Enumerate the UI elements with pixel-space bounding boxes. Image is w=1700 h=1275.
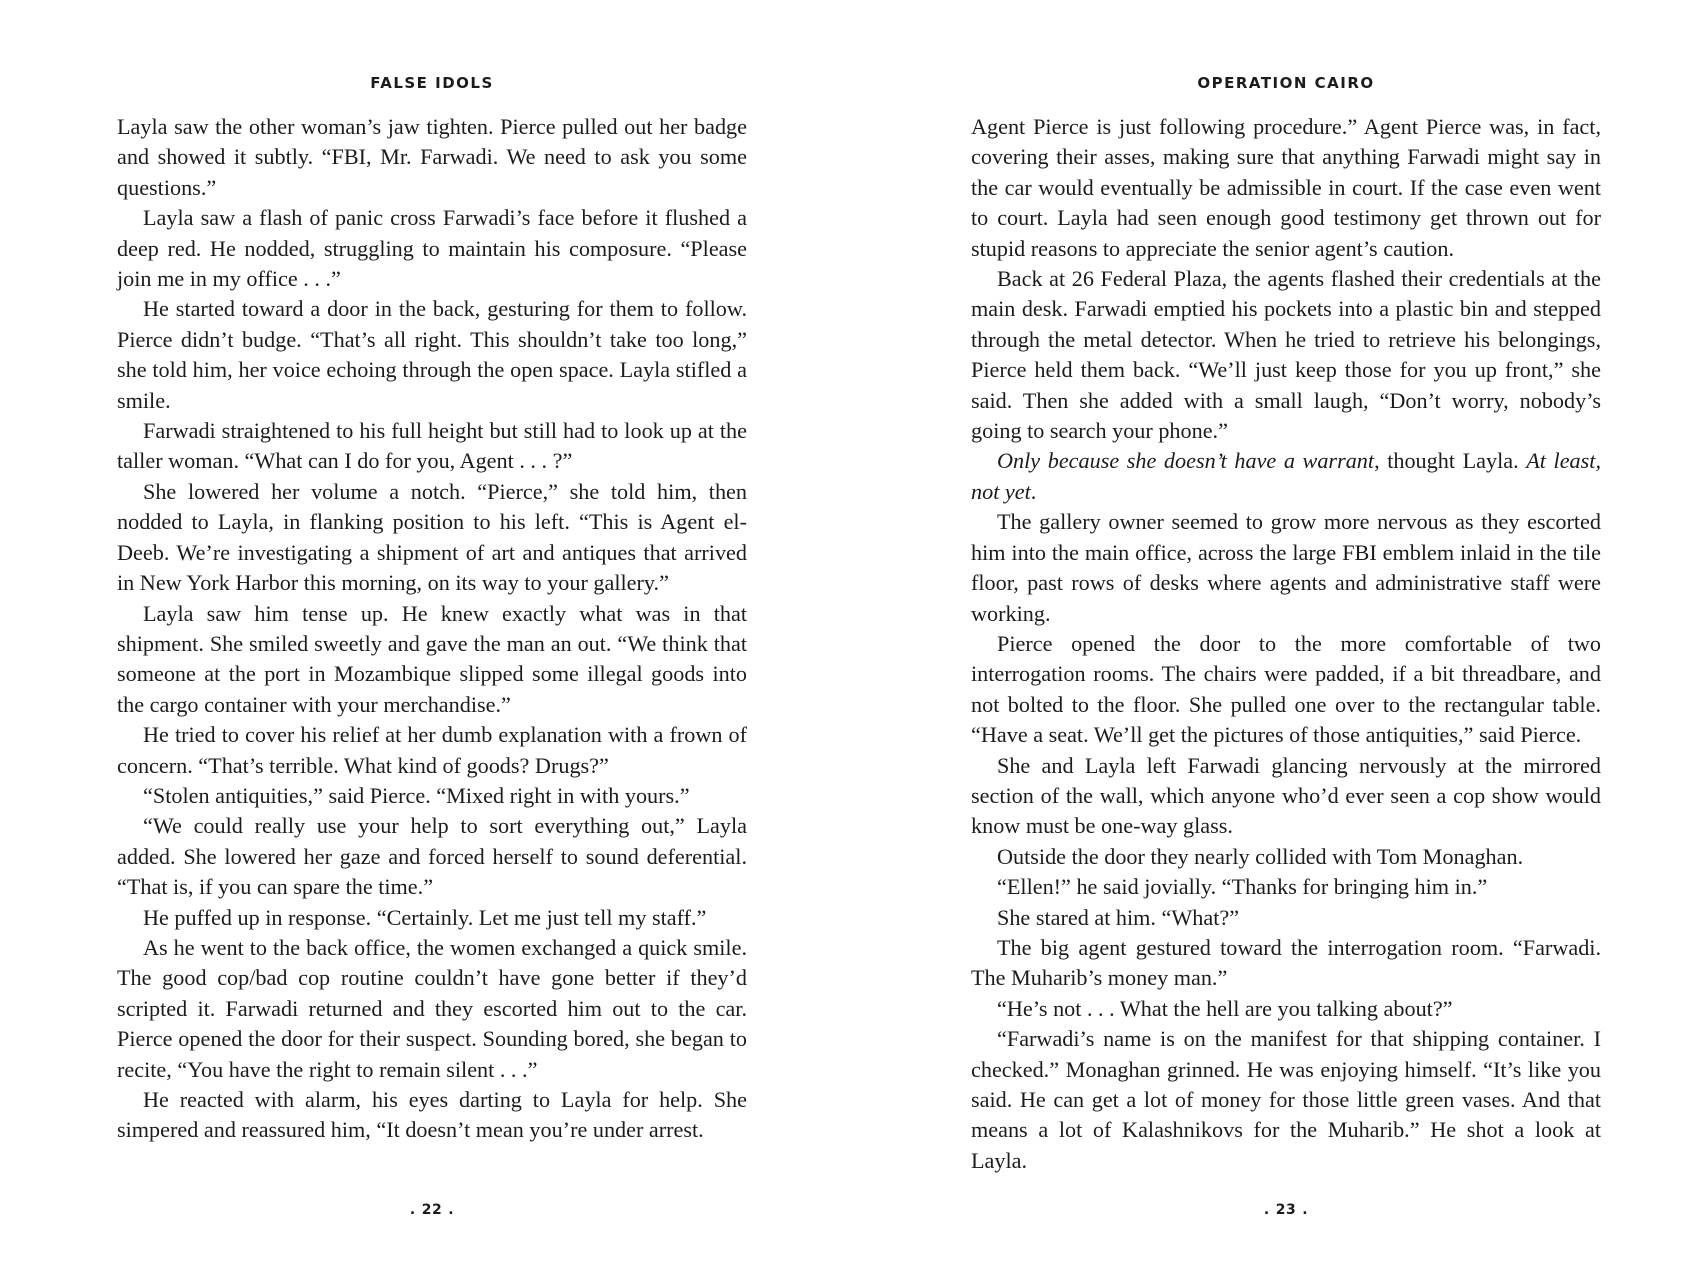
paragraph: He puffed up in response. “Certainly. Let me just tell my staff.” (143, 904, 707, 930)
paragraph: “Stolen antiquities,” said Pierce. “Mixed right in with yours.” (143, 782, 690, 808)
paragraph: As he went to the back office, the women exchanged a quick smile. The good cop/bad cop routine couldn’t have gone better if they’d scripted it. Farwadi returned and they escorted him out to the car. Pierce opened the door for their suspect. Sounding bored, she began to recite, “You have the right to remain silent . . .” (117, 934, 747, 1082)
thought-end: . (1030, 478, 1037, 504)
paragraph-italic (971, 446, 1601, 507)
paragraph: The gallery owner seemed to grow more nervous as they escorted him into the main office, across the large FBI emblem inlaid in the tile floor, past rows of desks where agents and administrative staff were working. (971, 509, 1601, 626)
paragraph: He tried to cover his relief at her dumb explanation with a frown of concern. “That’s terrible. What kind of goods? Drugs?” (117, 722, 747, 778)
paragraph: She stared at him. “What?” (997, 904, 1240, 930)
page-number: . 22 . (409, 1202, 455, 1218)
page-number-value: 22 (421, 1202, 443, 1218)
running-head: OPERATION CAIRO (1197, 74, 1375, 92)
italic-thought: At least, not yet (971, 448, 1601, 504)
right-page (850, 0, 1700, 1275)
paragraph: “He’s not . . . What the hell are you talking about?” (997, 995, 1453, 1021)
page-number-value: 23 (1275, 1202, 1297, 1218)
paragraph: Back at 26 Federal Plaza, the agents flashed their credentials at the main desk. Farwadi emptied his pockets into a plastic bin and stepped through the metal detector. When he tried to retrieve his belongings, Pierce held them back. “We’ll just keep those for you up front,” she said. Then she added with a small laugh, “Don’t worry, nobody’s going to search your phone.” (971, 266, 1601, 444)
paragraph: He reacted with alarm, his eyes darting to Layla for help. She simpered and reassured him, “It doesn’t mean you’re under arrest. (117, 1087, 747, 1143)
paragraph: Layla saw a flash of panic cross Farwadi’s face before it flushed a deep red. He nodded, struggling to maintain his composure. “Please join me in my office . . .” (117, 205, 747, 292)
paragraph: Layla saw him tense up. He knew exactly what was in that shipment. She smiled sweetly and gave the man an out. “We think that someone at the port in Mozambique slipped some illegal goods into the cargo container with your merchandise.” (117, 600, 747, 717)
paragraph: The big agent gestured toward the interrogation room. “Farwadi. The Muharib’s money man.” (971, 934, 1601, 991)
page-number: . 23 . (1263, 1202, 1309, 1218)
paragraph: Layla saw the other woman’s jaw tighten. Pierce pulled out her badge and showed it subtly. “FBI, Mr. Farwadi. We need to ask you some questions.” (117, 114, 747, 200)
paragraph: Outside the door they nearly collided with Tom Monaghan. (997, 843, 1524, 869)
paragraph: Pierce opened the door to the more comfortable of two interrogation rooms. The chairs were padded, if a bit threadbare, and not bolted to the floor. She pulled one over to the rectangular table. “Have a seat. We’ll get the pictures of those antiquities,” said Pierce. (971, 630, 1601, 748)
paragraph: He started toward a door in the back, gesturing for them to follow. Pierce didn’t budge. “That’s all right. This shouldn’t take too long,” she told him, her voice echoing through the open space. Layla stifled a smile. (117, 296, 747, 413)
body-text (971, 112, 1601, 1176)
paragraph: She and Layla left Farwadi glancing nervously at the mirrored section of the wall, which anyone who’d ever seen a cop show would know must be one-way glass. (971, 752, 1601, 839)
paragraph: She lowered her volume a notch. “Pierce,” she told him, then nodded to Layla, in flanking position to his left. “This is Agent el-Deeb. We’re investigating a shipment of art and antiques that arrived in New York Harbor this morning, on its way to your gallery.” (117, 478, 747, 596)
paragraph: Agent Pierce is just following procedure.” Agent Pierce was, in fact, covering their asses, making sure that anything Farwadi might say in the car would eventually be admissible in court. If the case even went to court. Layla had seen enough good testimony get thrown out for stupid reasons to appreciate the senior agent’s caution. (971, 114, 1601, 261)
paragraph: “We could really use your help to sort everything out,” Layla added. She lowered her gaze and forced herself to sound deferential. “That is, if you can spare the time.” (117, 813, 747, 900)
thought-attribution: , thought Layla. (1374, 448, 1527, 474)
paragraph: Farwadi straightened to his full height but still had to look up at the taller woman. “What can I do for you, Agent . . . ?” (117, 418, 747, 474)
paragraph: “Farwadi’s name is on the manifest for that shipping container. I checked.” Monaghan grinned. He was enjoying himself. “It’s like you said. He can get a lot of money for those little green vases. And that means a lot of Kalashnikovs for the Muharib.” He shot a look at Layla. (971, 1026, 1601, 1173)
italic-thought: Only because she doesn’t have a warrant (997, 448, 1375, 474)
running-head: FALSE IDOLS (370, 74, 494, 92)
paragraph: “Ellen!” he said jovially. “Thanks for bringing him in.” (997, 874, 1488, 900)
body-text (117, 112, 747, 1146)
